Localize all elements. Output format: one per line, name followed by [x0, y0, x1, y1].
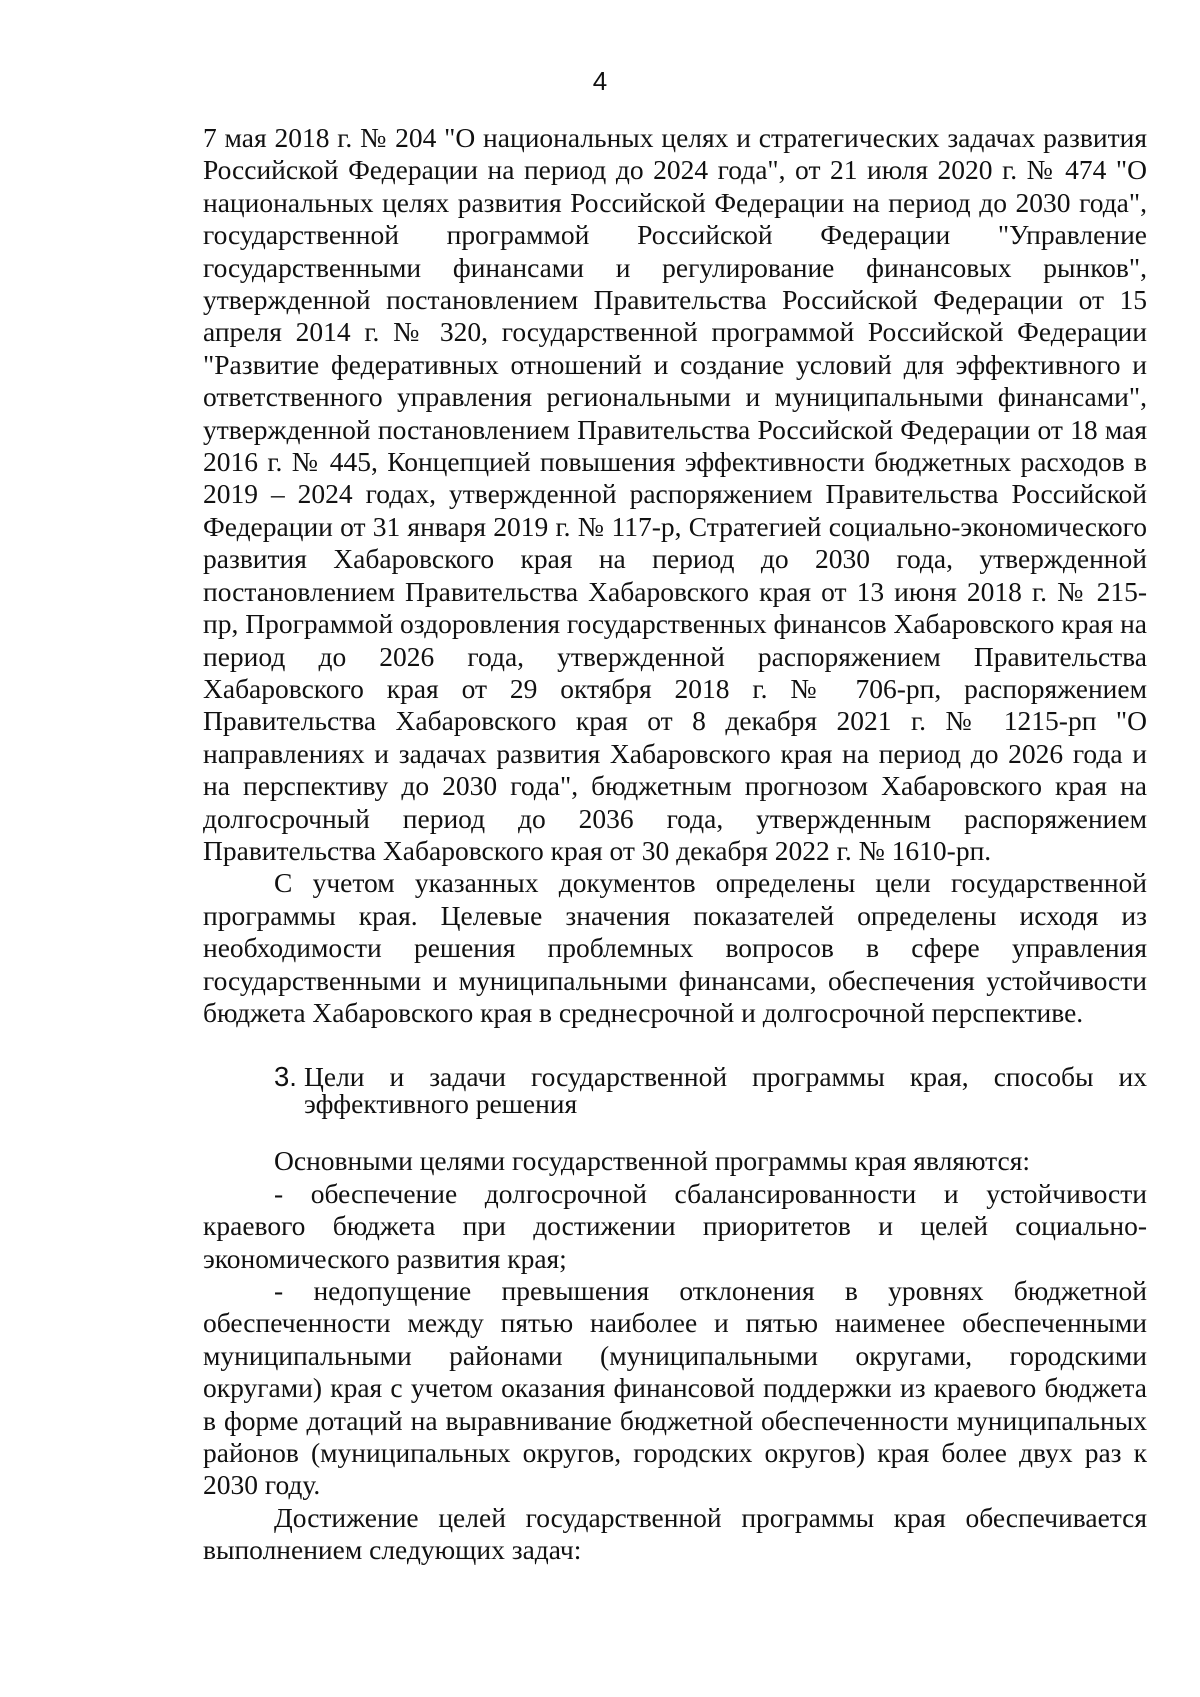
paragraph-tasks-intro: Достижение целей государственной программы края обеспечивается выполнением следующих задач:	[203, 1501, 1147, 1566]
section-title: Цели и задачи государственной программы края, способы их эффективного решения	[304, 1061, 1147, 1120]
paragraph-goals-determined: С учетом указанных документов определены цели государственной программы края. Целевые значения показателей определены исходя из необходимости решения проблемных вопросов в сфере управления государственными и муниципальными финансами, обеспечения устойчивости бюджета Хабаровского края в среднесрочной и долгосрочной перспективе.	[203, 867, 1147, 1028]
page-number: 4	[592, 66, 608, 96]
section-number: 3.	[274, 1061, 297, 1093]
section-heading	[203, 1061, 1147, 1120]
paragraph-legal-basis: 7 мая 2018 г. № 204 "О национальных целях и стратегических задачах развития Российской Федерации на период до 2024 года", от 21 июля 2020 г. № 474 "О национальных целях развития Российской Федерации на период до 2030 года", государственной программой Российской Федерации "Управление государственными финансами и регулирование финансовых рынков", утвержденной постановлением Правительства Российской Федерации от 15 апреля 2014 г. № 320, государственной программой Российской Федерации "Развитие федеративных отношений и создание условий для эффективного и ответственного управления региональными и муниципальными финансами", утвержденной постановлением Правительства Российской Федерации от 18 мая 2016 г. № 445, Концепцией повышения эффективности бюджетных расходов в 2019 – 2024 годах, утвержденной распоряжением Правительства Российской Федерации от 31 января 2019 г. № 117-р, Стратегией социально-экономического развития Хабаровского края на период до 2030 года, утвержденной постановлением Правительства Хабаровского края от 13 июня 2018 г. № 215-пр, Программой оздоровления государственных финансов Хабаровского края на период до 2026 года, утвержденной распоряжением Правительства Хабаровского края от 29 октября 2018 г. № 706-рп, распоряжением Правительства Хабаровского края от 8 декабря 2021 г. № 1215-рп "О направлениях и задачах развития Хабаровского края на период до 2026 года и на перспективу до 2030 года", бюджетным прогнозом Хабаровского края на долгосрочный период до 2036 года, утвержденным распоряжением Правительства Хабаровского края от 30 декабря 2022 г. № 1610-рп.	[203, 122, 1147, 866]
document-body	[203, 122, 1147, 1567]
list-item-goal-balance: - обеспечение долгосрочной сбалансированности и устойчивости краевого бюджета при достижении приоритетов и целей социально-экономического развития края;	[203, 1177, 1147, 1274]
paragraph-main-goals: Основными целями государственной программы края являются:	[274, 1145, 1030, 1177]
list-item-goal-equalization: - недопущение превышения отклонения в уровнях бюджетной обеспеченности между пятью наиболее и пятью наименее обеспеченными муниципальными районами (муниципальными округами, городскими округами) края с учетом оказания финансовой поддержки из краевого бюджета в форме дотаций на выравнивание бюджетной обеспеченности муниципальных районов (муниципальных округов, городских округов) края более двух раз к 2030 году.	[203, 1275, 1147, 1501]
